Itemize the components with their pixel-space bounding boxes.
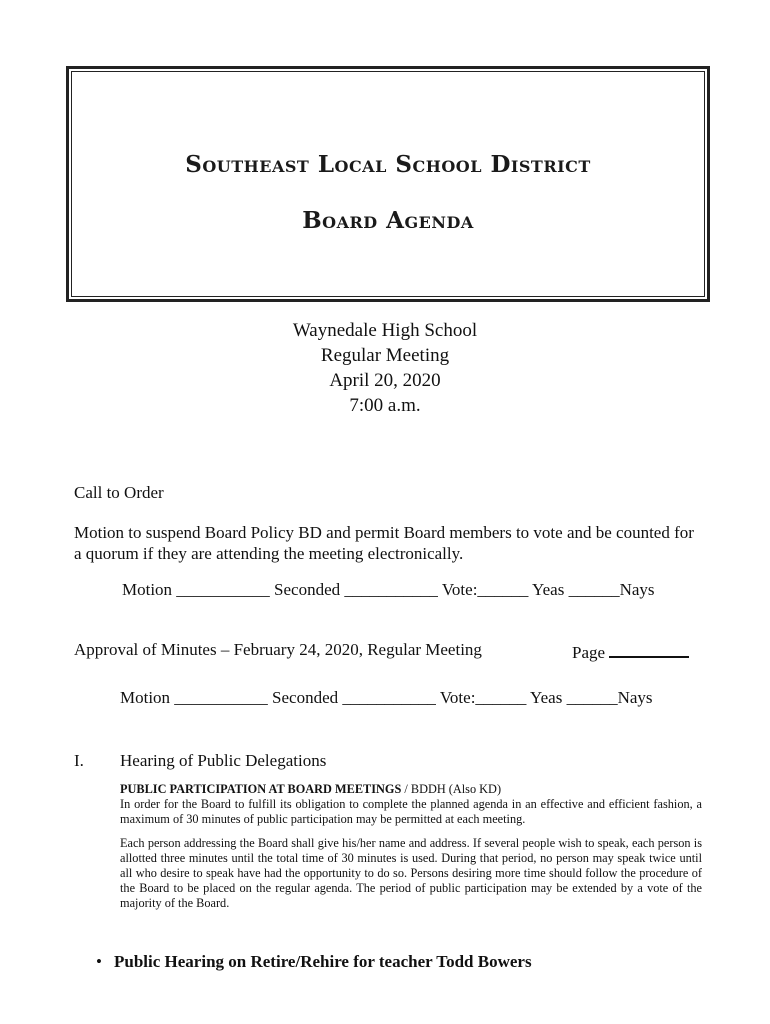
meeting-location: Waynedale High School bbox=[292, 320, 478, 341]
vote-line-2: Motion ___________ Seconded ___________ Vote:______ Yeas ______Nays bbox=[120, 688, 653, 707]
policy-block bbox=[120, 782, 702, 911]
policy-paragraph-1: In order for the Board to fulfill its obligation to complete the planned agenda in an effective and efficient fashion, a maximum of 30 minutes of public participation may be permitted at each meeting. bbox=[120, 797, 702, 826]
policy-code: / BDDH (Also KD) bbox=[401, 782, 502, 796]
suspend-motion-text: Motion to suspend Board Policy BD and permit Board members to vote and be counted for a quorum if they are attending the meeting electronically. bbox=[74, 523, 694, 563]
title-box bbox=[66, 66, 710, 302]
bullet-icon: • bbox=[96, 952, 102, 971]
meeting-type: Regular Meeting bbox=[320, 345, 450, 366]
call-to-order: Call to Order bbox=[74, 483, 164, 502]
meeting-date: April 20, 2020 bbox=[329, 370, 441, 391]
page-label: Page bbox=[572, 643, 606, 662]
policy-paragraph-2: Each person addressing the Board shall give his/her name and address. If several people wish to speak, each person is allotted three minutes until the total time of 30 minutes is used. During that period, no person may speak twice until all who desire to speak have had the opportunity to do so. Persons desiring more time should follow the procedure of the Board to be placed on the regular agenda. The period of public participation may be extended by a vote of the majority of the Board. bbox=[120, 836, 702, 910]
page-blank bbox=[609, 640, 689, 658]
section-title: Hearing of Public Delegations bbox=[120, 751, 327, 770]
district-title: Southeast Local School District bbox=[185, 151, 591, 178]
agenda-title: Board Agenda bbox=[302, 207, 474, 234]
minutes-page bbox=[572, 640, 689, 663]
meeting-info bbox=[0, 318, 770, 418]
bullet-text: Public Hearing on Retire/Rehire for teacher Todd Bowers bbox=[114, 952, 532, 971]
policy-heading-line bbox=[120, 782, 702, 797]
meeting-time: 7:00 a.m. bbox=[349, 395, 421, 416]
policy-heading: PUBLIC PARTICIPATION AT BOARD MEETINGS bbox=[120, 782, 402, 796]
minutes-approval: Approval of Minutes – February 24, 2020, Regular Meeting bbox=[74, 640, 482, 659]
vote-line-1: Motion ___________ Seconded ___________ Vote:______ Yeas ______Nays bbox=[122, 580, 655, 599]
section-numeral: I. bbox=[74, 751, 84, 770]
bullet-item bbox=[96, 952, 532, 972]
